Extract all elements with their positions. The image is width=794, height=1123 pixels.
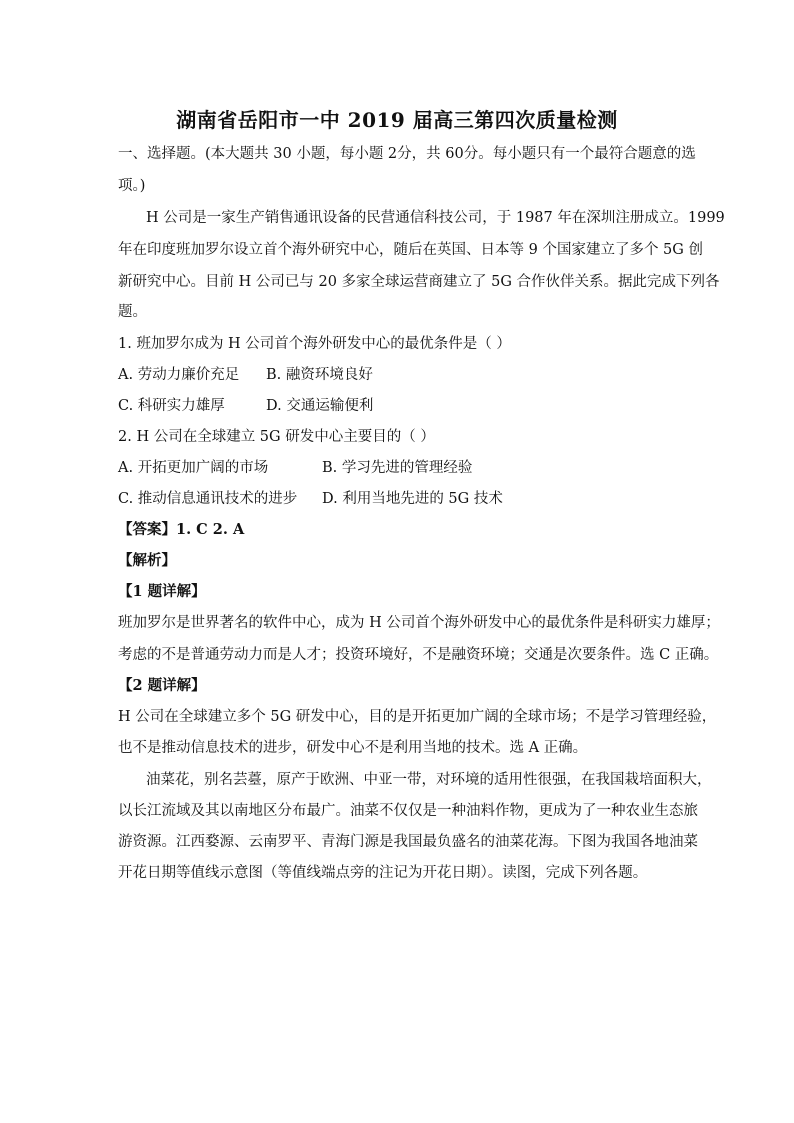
- question-1-option-a: A. 劳动力廉价充足: [118, 367, 240, 383]
- page-title: 湖南省岳阳市一中 2019 届高三第四次质量检测: [176, 108, 618, 132]
- section-heading-line-2: 项。): [118, 178, 146, 194]
- question-2-stem: 2. H 公司在全球建立 5G 研发中心主要目的（ ）: [118, 429, 435, 445]
- passage2-line-2: 以长江流域及其以南地区分布最广。油菜不仅仅是一种油料作物，更成为了一种农业生态旅: [118, 803, 698, 819]
- detail-2-line-2: 也不是推动信息技术的进步，研发中心不是利用当地的技术。选 A 正确。: [118, 740, 588, 756]
- passage1-line-1: H 公司是一家生产销售通讯设备的民营通信科技公司，于 1987 年在深圳注册成立。1999: [146, 210, 725, 226]
- detail-1-line-2: 考虑的不是普通劳动力而是人才；投资环境好，不是融资环境；交通是次要条件。选 C 正确。: [118, 647, 719, 663]
- question-1-stem: 1. 班加罗尔成为 H 公司首个海外研发中心的最优条件是（ ）: [118, 336, 511, 352]
- detail-1-label: 【1 题详解】: [118, 583, 206, 600]
- question-2-option-d: D. 利用当地先进的 5G 技术: [322, 491, 503, 507]
- question-2-option-c: C. 推动信息通讯技术的进步: [118, 491, 298, 507]
- detail-2-line-1: H 公司在全球建立多个 5G 研发中心，目的是开拓更加广阔的全球市场；不是学习管理经验，: [118, 709, 717, 725]
- question-2-option-a: A. 开拓更加广阔的市场: [118, 460, 269, 476]
- question-1-option-d: D. 交通运输便利: [266, 398, 374, 414]
- passage2-line-3: 游资源。江西婺源、云南罗平、青海门源是我国最负盛名的油菜花海。下图为我国各地油菜: [118, 834, 698, 850]
- detail-1-line-1: 班加罗尔是世界著名的软件中心，成为 H 公司首个海外研发中心的最优条件是科研实力雄厚；: [118, 615, 720, 631]
- section-heading-line-1: 一、选择题。(本大题共 30 小题，每小题 2分，共 60分。每小题只有一个最符合题意的选: [118, 146, 696, 162]
- passage2-line-4: 开花日期等值线示意图（等值线端点旁的注记为开花日期）。读图，完成下列各题。: [118, 865, 648, 881]
- analysis-label: 【解析】: [118, 552, 176, 569]
- answer-line: 【答案】1. C 2. A: [118, 521, 245, 538]
- passage1-line-4: 题。: [118, 304, 147, 320]
- question-1-option-c: C. 科研实力雄厚: [118, 398, 225, 414]
- passage1-line-2: 年在印度班加罗尔设立首个海外研究中心，随后在英国、日本等 9 个国家建立了多个 5G 创: [118, 242, 703, 258]
- passage2-line-1: 油菜花，别名芸薹，原产于欧洲、中亚一带，对环境的适用性很强，在我国栽培面积大，: [146, 772, 712, 788]
- detail-2-label: 【2 题详解】: [118, 677, 206, 694]
- passage1-line-3: 新研究中心。目前 H 公司已与 20 多家全球运营商建立了 5G 合作伙伴关系。据此完成下列各: [118, 274, 720, 290]
- question-1-option-b: B. 融资环境良好: [266, 367, 373, 383]
- question-2-option-b: B. 学习先进的管理经验: [322, 460, 473, 476]
